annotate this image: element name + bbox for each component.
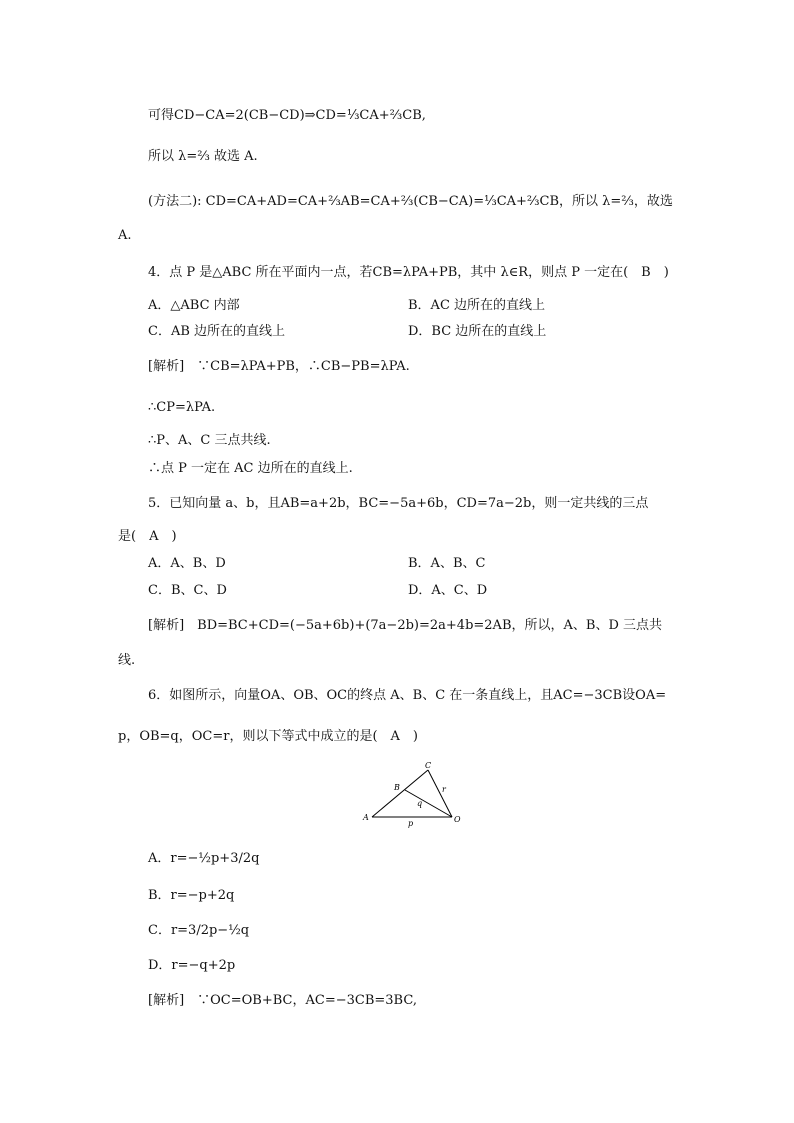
option-6c: C．r=3/2p−½q [148, 923, 250, 938]
analysis-4-4: ∴点 P 一定在 AC 边所在的直线上. [148, 461, 353, 476]
question-4: 4．点 P 是△ABC 所在平面内一点，若CB=λPA+PB，其中 λ∈R，则点 P 一定在( B ) [148, 265, 669, 280]
analysis-4-2: ∴CP=λPA. [148, 400, 216, 415]
label-p: p [408, 819, 414, 828]
analysis-5: [解析] BD=BC+CD=(−5a+6b)+(7a−2b)=2a+4b=2AB，所以，A、B、D 三点共 [148, 618, 662, 633]
line-03: (方法二): CD=CA+AD=CA+⅔AB=CA+⅔(CB−CA)=⅓CA+⅔CB，所以 λ=⅔，故选 [148, 194, 673, 209]
analysis-6: [解析] ∵OC=OB+BC，AC=−3CB=3BC, [148, 993, 417, 1008]
label-B: B [394, 783, 400, 792]
question-6: 6．如图所示，向量OA、OB、OC的终点 A、B、C 在一条直线上，且AC=−3CB设OA= [148, 688, 667, 703]
option-4d: D．BC 边所在的直线上 [408, 324, 547, 339]
option-5b: B．A、B、C [408, 556, 486, 571]
option-6a: A．r=−½p+3/2q [148, 851, 260, 866]
label-O: O [454, 815, 461, 824]
label-C: C [425, 762, 432, 770]
option-4b: B．AC 边所在的直线上 [408, 298, 546, 313]
line-04: A. [118, 228, 132, 243]
option-5c: C．B、C、D [148, 583, 227, 598]
question-6-cont: p，OB=q，OC=r，则以下等式中成立的是( A ) [118, 729, 418, 744]
label-q: q [417, 799, 423, 808]
analysis-4-3: ∴P、A、C 三点共线. [148, 433, 271, 448]
option-4a: A．△ABC 内部 [148, 298, 240, 313]
option-6d: D．r=−q+2p [148, 958, 236, 973]
label-r: r [442, 785, 446, 794]
analysis-5-cont: 线. [118, 653, 136, 668]
line-01: 可得CD−CA=2(CB−CD)⇒CD=⅓CA+⅔CB, [148, 108, 426, 123]
triangle-figure [360, 762, 480, 832]
option-6b: B．r=−p+2q [148, 888, 235, 903]
option-5a: A．A、B、D [148, 556, 226, 571]
label-A: A [363, 813, 369, 822]
analysis-4-1: [解析] ∵CB=λPA+PB，∴CB−PB=λPA. [148, 359, 410, 374]
option-4c: C．AB 边所在的直线上 [148, 324, 286, 339]
line-02: 所以 λ=⅔ 故选 A. [148, 149, 258, 164]
question-5: 5．已知向量 a、b，且AB=a+2b，BC=−5a+6b，CD=7a−2b，则一定共线的三点 [148, 496, 649, 511]
option-5d: D．A、C、D [408, 583, 488, 598]
question-5-cont: 是( A ) [118, 529, 177, 544]
